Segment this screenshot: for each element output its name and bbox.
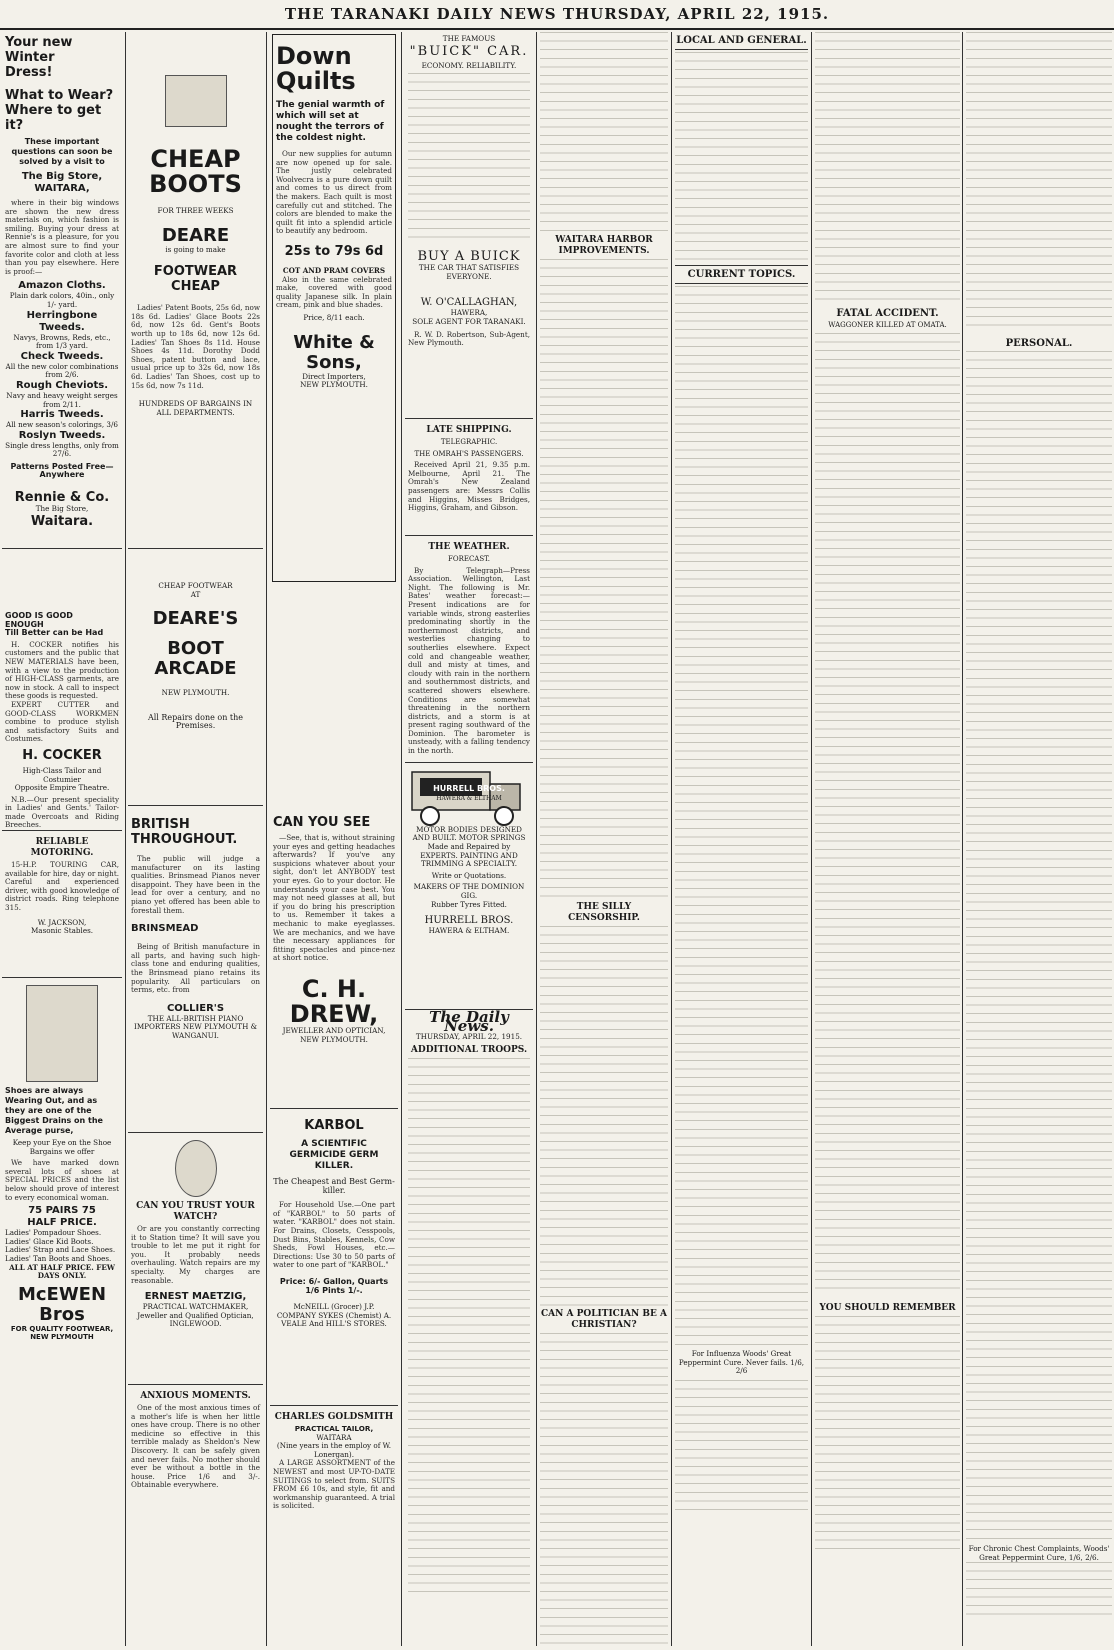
column-7-text-1 [815,32,960,302]
colliers-sub: THE ALL-BRITISH PIANO IMPORTERS NEW PLYMOUTH & WANGANUI. [133,1013,258,1040]
remember-headline: YOU SHOULD REMEMBER [819,1302,956,1313]
watch-ad [128,1133,263,1385]
white-sons-town: NEW PLYMOUTH. [300,380,368,390]
big-store-headline-1: Your new Winter [5,35,73,65]
hurrell-write: Write or Quotations. [431,870,507,880]
big-store-name: The Big Store, [21,171,103,182]
fabric-name: Roslyn Tweeds. [18,429,106,441]
omrah-headline: THE OMRAH'S PASSENGERS. [414,449,524,458]
column-8-text-1 [966,32,1112,332]
list-item: Ladies' Tan Boots and Shoes. [5,1253,112,1263]
column-7 [815,32,960,1646]
mcewen-sale: ALL AT HALF PRICE. FEW DAYS ONLY. [9,1262,115,1281]
drew-title: JEWELLER AND OPTICIAN, [282,1025,386,1035]
goldsmith-title: PRACTICAL TAILOR, [294,1424,374,1433]
fabric-desc: Navy and heavy weight serges from 2/11. [6,390,118,409]
quilts-headline-2: Quilts [276,67,356,95]
goldsmith-name: CHARLES GOLDSMITH [274,1412,394,1422]
patterns-line: Patterns Posted Free—Anywhere [10,461,114,480]
big-store-town: WAITARA, [34,183,90,194]
column-6 [675,32,808,1646]
boots-headline: BOOTS [149,170,242,198]
rennie-sub: The Big Store, [35,504,89,514]
deare-name: DEARE [161,224,230,246]
ocallaghan-subagent: R. W. D. Robertson, Sub-Agent, New Plymouth. [408,329,530,348]
arcade-line-1: CHEAP FOOTWEAR [158,581,233,590]
list-item: Ladies' Pompadour Shoes. [5,1228,102,1238]
pairs-label: 75 PAIRS 75 [28,1205,96,1217]
column-8-text-3 [966,1562,1112,1622]
hurrell-ad [405,763,533,1010]
editorial [405,1010,533,1601]
fabric-desc: All new season's colorings, 3/6 [6,420,118,430]
masthead: THE TARANAKI DAILY NEWS THURSDAY, APRIL 22, 1915. [0,0,1114,30]
karbol-cheap: The Cheapest and Best Germ-killer. [273,1177,395,1195]
hurrell-logo: HURRELL BROS. [433,783,505,793]
cocker-note: N.B.—Our present speciality in Ladies' and Gents.' Tailor-made Overcoats and Riding Breeches. [5,794,119,830]
cheap-boots-list: Ladies' Patent Boots, 25s 6d, now 18s 6d. Ladies' Glace Boots 22s 6d, now 12s 6d. Gent's Boots worth up to 18s 6d, now 12s 6d. Ladies' Tan Shoes 8s 11d. House Shoes 4s 11d. Dorothy Dodd Shoes, patent button and lace, usual price up to 32s 6d, now 18s 6d. Ladies' Tan Shoes, cost up to 15s 6d, now 7s 11d. [131,303,260,390]
shipping-telegraphic: TELEGRAPHIC. [440,438,498,446]
hurrell-name: HURRELL BROS. [424,915,514,927]
hurrell-rubber: Rubber Tyres Fitted. [431,899,507,909]
censorship-headline: THE SILLY CENSORSHIP. [568,902,640,923]
buick-text [408,73,530,243]
anxious-headline: ANXIOUS MOMENTS. [140,1391,251,1401]
half-price: HALF PRICE. [27,1217,97,1229]
fabric-desc: Plain dark colors, 40in., only 1/- yard. [9,291,115,309]
shipping-headline: LATE SHIPPING. [426,425,512,435]
ocallaghan-town: HAWERA, [450,308,488,318]
white-sons-sub: Direct Importers, [302,371,366,381]
mcewen-ad [2,978,122,1345]
column-7-text-2 [815,333,960,1293]
three-weeks: FOR THREE WEEKS [157,206,234,215]
big-store-intro: These important questions can soon be solved by a visit to [11,137,113,166]
fabric-name: Harris Tweeds. [20,409,104,421]
buick-ad [405,32,533,419]
big-store-body: where in their big windows are shown the new dress materials on, which fashion is smiling. Buying your dress at Rennie's is a pleasure, for you are almost sure to find your favorite color and cloth at less than you pay elsewhere. Here is proof:— [5,198,119,276]
editorial-text [408,1058,530,1598]
censorship-text [540,926,668,1306]
fabric-name: Amazon Cloths. [18,280,106,292]
column-3 [270,32,398,1646]
cheap-headline: CHEAP [150,145,241,173]
brinsmead-body: Being of British manufacture in all parts, and having such high-class tone and enduring qualities, the Brinsmead piano retains its popularity. All particulars on terms, etc. from [131,942,260,995]
weather-body: By Telegraph—Press Association. Wellington, Last Night. The following is Mr. Bates' weather forecast:— Present indications are for variable winds, strong easterlies predominating shortly in the northernmost districts, and westerlies changing to southerlies elsewhere. Expect cold and changeable weather, dull and misty at times, and cloudy with rain in the northern and southernmost districts, and scattered showers elsewhere. Conditions are somewhat threatening in the northern districts, and a storm is at present raging southward of the Dominion. The barometer is unsteady, with a falling tendency in the north. [408,565,530,756]
column-7-text-3 [815,1316,960,1556]
watch-body: Or are you constantly correcting it to Station time? It will save you trouble to let me put it right for you. It probably needs overhauling. Watch repairs are my specialty. My charges are reasonable. [131,1224,260,1285]
arcade-at: AT [190,589,201,599]
hurrell-logo-sub: HAWERA & ELTHAM [436,795,502,803]
column-5 [540,32,668,1646]
quilts-body: Our new supplies for autumn are now opened up for sale. The justly celebrated Woolvecra is a pure down quilt and comes to us direct from the makers. Each quilt is most carefully cut and stitched. The colors are blended to make the quilt fit into a splendid article to beautify any bedroom. [276,149,392,236]
column-8 [966,32,1112,1646]
brinsmead-ad [128,806,263,1133]
fabric-name: Rough Cheviots. [15,379,109,391]
quilts-headline-1: Down [276,42,352,70]
cocker-body-2: EXPERT CUTTER and GOOD-CLASS WORKMEN combine to produce stylish and satisfactory Suits and Costumes. [5,699,119,744]
buy-a-buick: BUY A BUICK [417,249,521,265]
buick-sub: ECONOMY. RELIABILITY. [421,60,517,70]
goldsmith-ad [270,1406,398,1514]
anxious-body: One of the most anxious times of a mother's life is when her little ones have croup. There is no other medicine so effective in this terrible malady as Sheldon's New Discovery. It can be safely given and never fails. No mother should ever be without a bottle in the house. Price 1/6 and 3/-. Obtainable everywhere. [131,1403,260,1490]
goldsmith-body: A LARGE ASSORTMENT of the NEWEST and most UP-TO-DATE SUITINGS to select from. SUITS FROM £6 10s, and style, fit and workmanship guaranteed. A trial is solicited. [273,1458,395,1511]
cocker-name: H. COCKER [22,747,102,763]
influenza-ad: For Influenza Woods' Great Peppermint Cure. Never fails. 1/6, 2/6 [678,1349,805,1376]
karbol-headline: KARBOL [304,1118,364,1133]
paper-date: THURSDAY, APRIL 22, 1915. [415,1032,523,1042]
article-text [540,32,668,232]
local-general-headline: LOCAL AND GENERAL. [675,35,808,50]
rennie-signature: Rennie & Co. [14,490,110,506]
rennie-town: Waitara. [30,513,94,529]
can-you-see-body: —See, that is, without straining your eyes and getting headaches afterwards? If you've any suspicions whatever about your sight, don't let ANYBODY test your eyes. Go to your doctor. He understands your case best. You may not need glasses at all, but if you do bring his prescription to us. Remember it takes a mechanic to make eyeglasses. We are mechanics, and we have the necessary appliances for fitting spectacles and pince-nez at short notice. [273,833,395,963]
karbol-ad [270,1109,398,1406]
local-general-text-1 [675,52,808,262]
boot-illustration [165,75,227,127]
ocallaghan-name: W. O'CALLAGHAN, [420,297,518,309]
fabric-desc: All the new color combinations from 2/6. [5,361,119,380]
column-4 [405,32,533,1646]
mcewen-intro: Shoes are always Wearing Out, and as they are one of the Biggest Drains on the Average purse, [5,1086,103,1135]
fabric-list [5,280,119,459]
cocker-line-2: ENOUGH [5,619,44,629]
current-topics-headline: CURRENT TOPICS. [675,265,808,284]
column-8-text-2 [966,351,1112,1541]
karbol-agents: McNEILL (Grocer) J.P. COMPANY SYKES (Chemist) A. VEALE And HILL'S STORES. [276,1302,392,1329]
local-general-text-2 [675,286,808,1346]
harbour-headline: WAITARA HARBOR IMPROVEMENTS. [555,235,653,256]
karbol-body: For Household Use.—One part of "KARBOL" to 50 parts of water. "KARBOL" does not stain. For Drains, Closets, Cesspools, Dust Bins, Stables, Kennels, Cow Sheds, Fowl Houses, etc.—Directions: Use 30 to 50 parts of water to one part of "KARBOL." [273,1200,395,1270]
anxious-article [128,1385,263,1493]
british-line-2: THROUGHOUT. [131,832,238,847]
cheap-boots-ad [128,32,263,549]
boot-arcade: BOOT ARCADE [154,638,237,680]
big-store-headline-4: Where to get it? [5,103,102,133]
fabric-name: Check Tweeds. [20,350,104,362]
weather-forecast: FORECAST. [447,555,491,563]
hundreds-bargains: HUNDREDS OF BARGAINS IN ALL DEPARTMENTS. [138,399,253,417]
cot-covers-body: Also in the same celebrated make, covered with good quality Japanese silk. In plain cream, pink and blue shades. [276,274,392,310]
cocker-body: H. COCKER notifies his customers and the public that NEW MATERIALS have been, with a view to the production of HIGH-CLASS garments, are now in stock. A call to inspect these goods is requested. [5,639,119,701]
hurrell-body: MOTOR BODIES DESIGNED AND BUILT. MOTOR SPRINGS Made and Repaired by EXPERTS. PAINTING AND TRIMMING A SPECIALTY. [412,824,526,869]
ocallaghan-agent: SOLE AGENT FOR TARANAKI. [412,316,526,326]
fabric-desc: Single dress lengths, only from 27/6. [5,440,119,459]
mcewen-keep: Keep your Eye on the Shoe Bargains we offer [12,1138,112,1156]
column-2 [128,32,263,1646]
maetzig-title: PRACTICAL WATCHMAKER, [142,1302,249,1312]
karbol-price: Price: 6/- Gallon, Quarts 1/6 Pints 1/-. [279,1276,389,1295]
big-store-headline-2: Dress! [5,65,53,80]
weather-section [405,536,533,763]
quilts-tagline: The genial warmth of which will set at nought the terrors of the coldest night. [276,100,385,143]
politician-headline: CAN A POLITICIAN BE A CHRISTIAN? [541,1309,667,1330]
cocker-ad [2,609,122,831]
drew-town: NEW PLYMOUTH. [300,1034,368,1044]
mcewen-body: We have marked down several lots of shoes at SPECIAL PRICES and the list below should prove of interest to every economical woman. [5,1158,119,1202]
goldsmith-town: WAITARA [316,1432,352,1442]
quilts-ad [272,34,396,582]
cocker-title: High-Class Tailor and Costumier [22,765,102,784]
weather-headline: THE WEATHER. [428,542,510,552]
chest-complaints-ad: For Chronic Chest Complaints, Woods' Great Peppermint Cure, 1/6, 2/6. [968,1544,1110,1562]
colliers-name: COLLIER'S [166,1002,225,1014]
motoring-stables: Masonic Stables. [30,926,94,936]
fatal-accident-sub: WAGGONER KILLED AT OMATA. [828,321,947,329]
goldsmith-sub: (Nine years in the employ of W. Lonergan). [276,1441,392,1459]
footwear-cheap: FOOTWEAR CHEAP [153,264,238,295]
fabric-name: Herringbone Tweeds. [26,309,98,333]
column-1 [2,32,122,1646]
cot-price: Price, 8/11 each. [303,312,365,322]
motoring-headline: RELIABLE MOTORING. [30,837,94,858]
can-you-see-headline: CAN YOU SEE [273,815,371,830]
watch-headline: CAN YOU TRUST YOUR WATCH? [136,1201,255,1222]
arcade-repairs: All Repairs done on the Premises. [147,712,244,731]
list-item: Ladies' Strap and Lace Shoes. [5,1245,116,1255]
fatal-accident-headline: FATAL ACCIDENT. [836,308,939,319]
paper-title: The Daily News. [429,1008,509,1035]
british-line-1: BRITISH [131,817,190,832]
cot-covers: COT AND PRAM COVERS [282,265,386,275]
motoring-signature: W. JACKSON, [37,917,87,927]
shoe-illustration [26,985,98,1082]
motoring-body: 15-H.P. TOURING CAR, available for hire, day or night. Careful and experienced driver, with good knowledge of district roads. Ring telephone 315. [5,860,119,912]
hurrell-town: HAWERA & ELTHAM. [428,926,510,936]
cocker-line-3: Till Better can be Had [5,628,104,638]
british-body: The public will judge a manufacturer on its lasting qualities. Brinsmead Pianos never disappoint. They have been in the lead for over a century, and no piano yet offered has been able to forestall them. [131,854,260,915]
buick-kicker: THE FAMOUS [442,34,496,43]
karbol-sub: A SCIENTIFIC GERMICIDE GERM KILLER. [289,1139,379,1171]
can-you-see-ad [270,812,398,1109]
maetzig-sub: Jeweller and Qualified Optician, INGLEWOOD. [137,1310,254,1329]
drew-name: C. H. DREW, [289,974,379,1028]
brinsmead-name: BRINSMEAD [131,923,199,935]
fabric-desc: Navys, Browns, Reds, etc., from 1/3 yard. [13,332,111,351]
watch-illustration [175,1140,217,1197]
big-store-headline-3: What to Wear? [5,88,114,103]
white-sons: White & Sons, [293,331,375,373]
mcewen-list [5,1229,119,1263]
deares-name: DEARE'S [152,608,239,630]
quilts-prices: 25s to 79s 6d [284,243,384,259]
boot-arcade-ad [128,549,263,806]
maetzig-name: ERNEST MAETZIG, [144,1291,247,1303]
arcade-town: NEW PLYMOUTH. [161,688,230,698]
mcewen-name: McEWEN Bros [17,1283,107,1325]
personal-headline: PERSONAL. [1005,338,1073,349]
buick-headline: "BUICK" CAR. [409,43,529,59]
list-item: Ladies' Glace Kid Boots. [5,1236,94,1246]
local-general-text-3 [675,1380,808,1510]
cocker-line-1: GOOD IS GOOD [5,611,73,620]
going-to-make: is going to make [165,244,226,254]
buick-satisfies: THE CAR THAT SATISFIES EVERYONE. [418,263,520,281]
big-store-ad [2,32,122,549]
mcewen-footer: FOR QUALITY FOOTWEAR, NEW PLYMOUTH [10,1324,114,1342]
cocker-address: Opposite Empire Theatre. [14,783,110,793]
omrah-body: Received April 21, 9.35 p.m. Melbourne, April 21. The Omrah's New Zealand passengers are: Messrs Collis and Higgins, Misses Bridges, Higgins, Graham, and Gibson. [408,460,530,513]
additional-troops-headline: ADDITIONAL TROOPS. [410,1044,528,1055]
harbour-text [540,259,668,899]
shipping-section [405,419,533,536]
hurrell-makers: MAKERS OF THE DOMINION GIG. [413,882,525,900]
motoring-ad [2,831,122,978]
politician-text [540,1333,668,1646]
